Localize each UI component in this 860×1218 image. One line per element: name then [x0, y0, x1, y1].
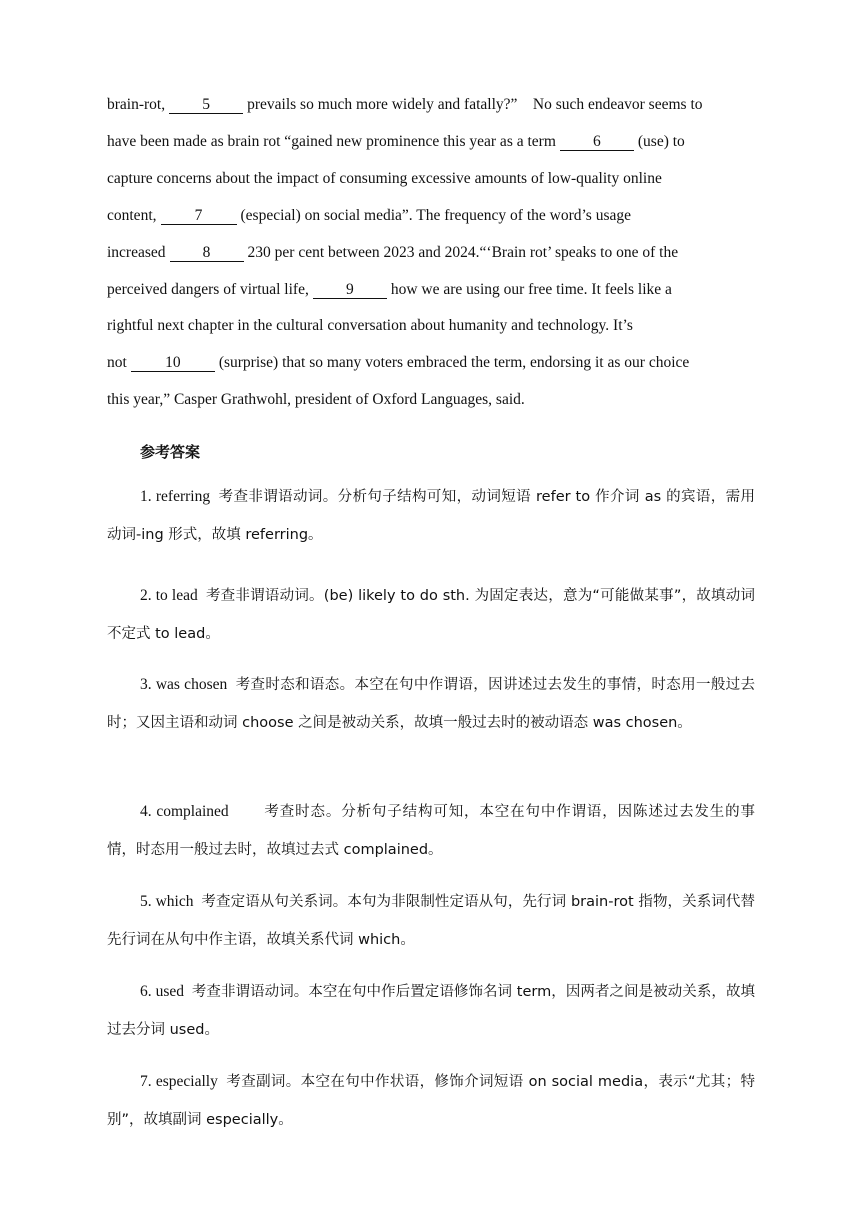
passage-text: (especial) on social media”. The frequency of the word’s usage	[240, 207, 632, 224]
answer-item-7	[107, 1063, 755, 1139]
answer-explanation: 考查非谓语动词。本空在句中作后置定语修饰名词 term，因两者之间是被动关系，故填过去分词 used。	[107, 984, 756, 1038]
passage-text: (surprise) that so many voters embraced the term, endorsing it as our choice	[218, 354, 690, 371]
passage-line-7	[107, 316, 757, 336]
passage-text: rightful next chapter in the cultural conversation about humanity and technology. It’s	[107, 317, 633, 334]
answer-word: complained	[156, 803, 229, 820]
answer-word: which	[155, 893, 194, 910]
answer-item-6	[107, 973, 755, 1049]
passage-line-6	[107, 280, 757, 300]
passage-line-9	[107, 390, 757, 410]
blank-10: 10	[131, 355, 215, 372]
passage-text: have been made as brain rot “gained new prominence this year as a term	[107, 133, 556, 150]
passage-line-1	[107, 95, 757, 115]
answer-item-4	[107, 793, 755, 869]
answers-heading: 参考答案	[140, 443, 201, 461]
answer-item-5	[107, 883, 755, 959]
passage-text: perceived dangers of virtual life,	[107, 281, 309, 298]
passage-text: this year,” Casper Grathwohl, president of Oxford Languages, said.	[107, 391, 525, 408]
answer-number: 5.	[140, 893, 152, 910]
passage-line-2	[107, 132, 757, 152]
answer-word: to lead	[155, 587, 198, 604]
blank-6: 6	[560, 134, 634, 151]
passage-text: prevails so much more widely and fatally?” No such endeavor seems to	[247, 96, 703, 113]
answer-item-1	[107, 478, 755, 554]
blank-9: 9	[313, 282, 387, 299]
passage-line-8	[107, 353, 757, 373]
passage-line-3	[107, 169, 757, 189]
passage-text: 230 per cent between 2023 and 2024.“‘Brain rot’ speaks to one of the	[247, 244, 679, 261]
passage-line-5	[107, 243, 757, 263]
answer-item-2	[107, 577, 755, 653]
answer-explanation: 考查时态和语态。本空在句中作谓语，因讲述过去发生的事情，时态用一般过去时；又因主语和动词 choose 之间是被动关系，故填一般过去时的被动语态 was chosen。	[107, 677, 756, 731]
answer-explanation: 考查定语从句关系词。本句为非限制性定语从句，先行词 brain-rot 指物，关系词代替先行词在从句中作主语，故填关系代词 which。	[107, 894, 755, 948]
answer-word: referring	[155, 488, 211, 505]
passage-line-4	[107, 206, 757, 226]
answer-explanation: 考查非谓语动词。(be) likely to do sth. 为固定表达，意为“可能做某事”，故填动词不定式 to lead。	[107, 588, 755, 642]
passage-text: not	[107, 354, 127, 371]
answer-word: was chosen	[155, 676, 228, 693]
passage-text: content,	[107, 207, 157, 224]
passage-text: increased	[107, 244, 166, 261]
passage-text: (use) to	[637, 133, 685, 150]
answer-number: 3.	[140, 676, 152, 693]
answer-explanation: 考查时态。分析句子结构可知，本空在句中作谓语，因陈述过去发生的事情，时态用一般过去时，故填过去式 complained。	[107, 804, 755, 858]
answer-word: especially	[155, 1073, 218, 1090]
answer-number: 4.	[140, 803, 152, 820]
blank-8: 8	[170, 245, 244, 262]
passage-text: how we are using our free time. It feels like a	[390, 281, 672, 298]
answer-number: 1.	[140, 488, 152, 505]
passage-text: brain-rot,	[107, 96, 166, 113]
answer-number: 7.	[140, 1073, 152, 1090]
blank-7: 7	[161, 208, 237, 225]
answer-number: 6.	[140, 983, 152, 1000]
blank-5: 5	[169, 97, 243, 114]
answer-explanation: 考查非谓语动词。分析句子结构可知，动词短语 refer to 作介词 as 的宾语，需用动词-ing 形式，故填 referring。	[107, 489, 756, 543]
answer-word: used	[155, 983, 184, 1000]
passage-text: capture concerns about the impact of consuming excessive amounts of low-quality online	[107, 170, 662, 187]
answer-item-3	[107, 666, 755, 742]
answer-number: 2.	[140, 587, 152, 604]
answer-explanation: 考查副词。本空在句中作状语，修饰介词短语 on social media，表示“尤其；特别”，故填副词 especially。	[107, 1074, 756, 1128]
